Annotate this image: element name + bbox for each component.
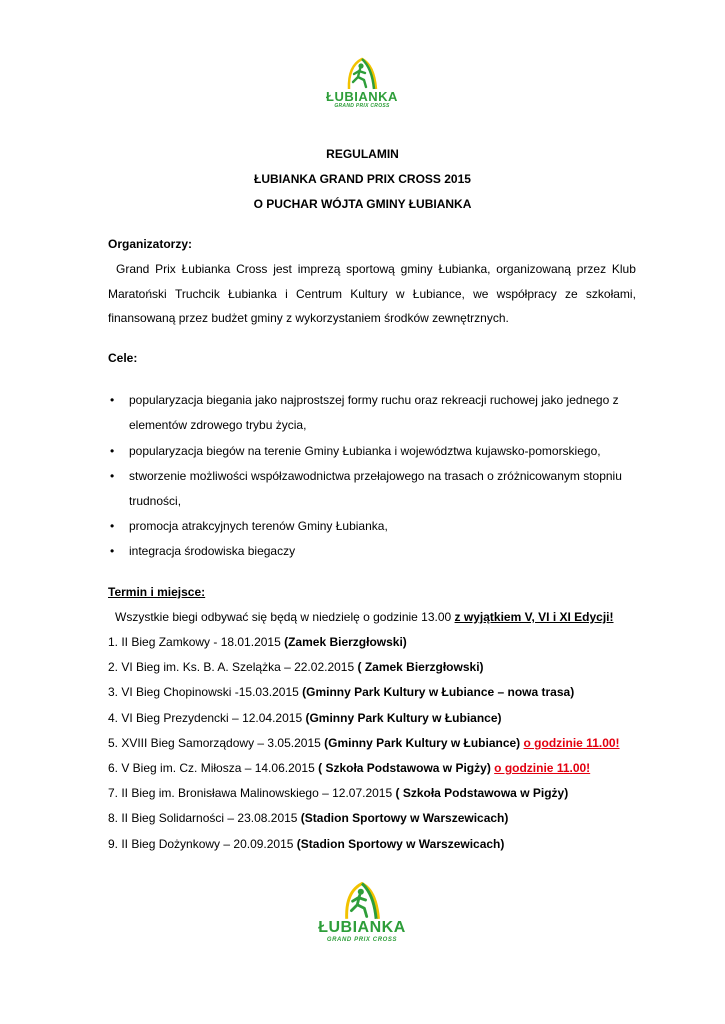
logo-top [312,56,412,109]
run-name-date: 8. II Bieg Solidarności – 23.08.2015 [108,811,301,826]
goal-item-1-line-2: elementów zdrowego trybu życia, [129,418,307,432]
bullet-icon: • [110,519,115,533]
goal-item-5: integracja środowiska biegaczy [129,544,296,558]
goal-item-1-line-1: popularyzacja biegania jako najprostszej formy ruchu oraz rekreacji ruchowej jako jednego z [129,393,619,407]
run-place: (Gminny Park Kultury w Łubiance) [305,710,502,725]
logo-subtitle: GRAND PRIX CROSS [334,103,390,109]
organizers-word: Łubianka [228,287,277,301]
organizers-word: Grand [116,262,150,276]
organizers-word: Łubiance, [412,287,465,301]
run-place: ( Szkoła Podstawowa w Pigży) [318,761,491,775]
run-place: (Stadion Sportowy w Warszewicach) [300,811,509,826]
bullet-icon: • [110,444,115,458]
goal-item-4: promocja atrakcyjnych terenów Gminy Łubianka, [129,519,388,533]
run-item [108,811,508,825]
run-name-date: 6. V Bieg im. Cz. Miłosza – 14.06.2015 [108,761,319,775]
logo-bottom [306,880,418,943]
doc-title-regulamin: REGULAMIN [326,147,399,161]
logo-wordmark: ŁUBIANKA [326,89,398,104]
organizers-word: Centrum [295,287,342,301]
organizers-word: imprezą [297,262,341,276]
run-item [108,786,568,800]
run-name-date: 9. II Bieg Dożynkowy – 20.09.2015 [108,836,297,851]
run-name-date: 3. VI Bieg Chopinowski -15.03.2015 [108,685,303,700]
runner-logo-icon [340,880,384,920]
bullet-icon: • [110,469,115,483]
organizers-word: Prix [155,262,176,276]
goal-item-3-line-2: trudności, [129,494,182,508]
run-place: (Stadion Sportowy w Warszewicach) [296,836,505,851]
runner-logo-icon [344,56,380,90]
organizers-word: ze [564,287,578,301]
run-time-note: o godzinie 11.00! [523,735,620,750]
organizers-word: we [473,287,489,301]
run-item [108,660,484,674]
organizers-word: Łubianka, [438,262,491,276]
organizers-word: współpracy [496,287,557,301]
organizers-word: jest [273,262,292,276]
organizers-word: w [395,287,405,301]
logo-subtitle: GRAND PRIX CROSS [326,937,398,943]
run-name-date: 5. XVIII Bieg Samorządowy – 3.05.2015 [108,735,325,750]
organizers-heading: Organizatorzy: [108,237,193,251]
run-place: (Zamek Bierzgłowski) [284,635,407,649]
goals-heading: Cele: [108,351,138,365]
logo-wordmark: ŁUBIANKA [318,919,406,936]
schedule-intro-exception: z wyjątkiem V, VI i XI Edycji! [454,610,614,624]
schedule-intro-text: Wszystkie biegi odbywać się będą w niedzielę o godzinie 13.00 [115,610,452,624]
organizers-word: i [285,287,288,301]
run-name-date: 4. VI Bieg Prezydencki – 12.04.2015 [108,710,306,725]
organizers-word: Klub [611,262,636,276]
run-item [108,635,407,649]
run-name-date: 2. VI Bieg im. Ks. B. A. Szelążka – 22.02.2015 [108,660,358,675]
run-item [108,761,590,775]
run-item [108,837,504,851]
doc-title-event: ŁUBIANKA GRAND PRIX CROSS 2015 [254,172,471,186]
run-time-note: o godzinie 11.00! [494,761,591,775]
organizers-line-1 [116,262,636,276]
bullet-icon: • [110,544,115,558]
run-item [108,685,574,699]
organizers-line-2 [108,287,636,301]
organizers-word: Cross [236,262,268,276]
schedule-heading: Termin i miejsce: [108,585,206,599]
organizers-word: Kultury [350,287,388,301]
run-item [108,736,620,750]
run-place: ( Szkoła Podstawowa w Pigży) [395,786,569,801]
doc-title-cup: O PUCHAR WÓJTA GMINY ŁUBIANKA [253,197,472,211]
run-name-date: 1. II Bieg Zamkowy - 18.01.2015 [108,635,285,649]
organizers-word: organizowaną [496,262,571,276]
run-item [108,711,502,725]
organizers-word: przez [576,262,607,276]
organizers-line-3: finansowaną przez budżet gminy z wykorzystaniem środków zewnętrznych. [108,311,509,325]
schedule-intro [115,610,614,624]
goal-item-3-line-1: stworzenie możliwości współzawodnictwa przełajowego na trasach o zróżnicowanym stopniu [129,469,622,483]
organizers-word: Maratoński [108,287,167,301]
organizers-word: szkołami, [585,287,636,301]
run-place: (Gminny Park Kultury w Łubiance – nowa trasa) [302,685,575,700]
run-place: (Gminny Park Kultury w Łubiance) [324,735,521,750]
run-place: ( Zamek Bierzgłowski) [357,660,484,675]
organizers-word: sportową [346,262,395,276]
run-name-date: 7. II Bieg im. Bronisława Malinowskiego – 12.07.2015 [108,786,396,801]
organizers-word: gminy [400,262,433,276]
organizers-word: Łubianka [181,262,231,276]
goal-item-2: popularyzacja biegów na terenie Gminy Łubianka i województwa kujawsko-pomorskiego, [129,444,601,458]
bullet-icon: • [110,393,115,407]
organizers-word: Truchcik [174,287,220,301]
